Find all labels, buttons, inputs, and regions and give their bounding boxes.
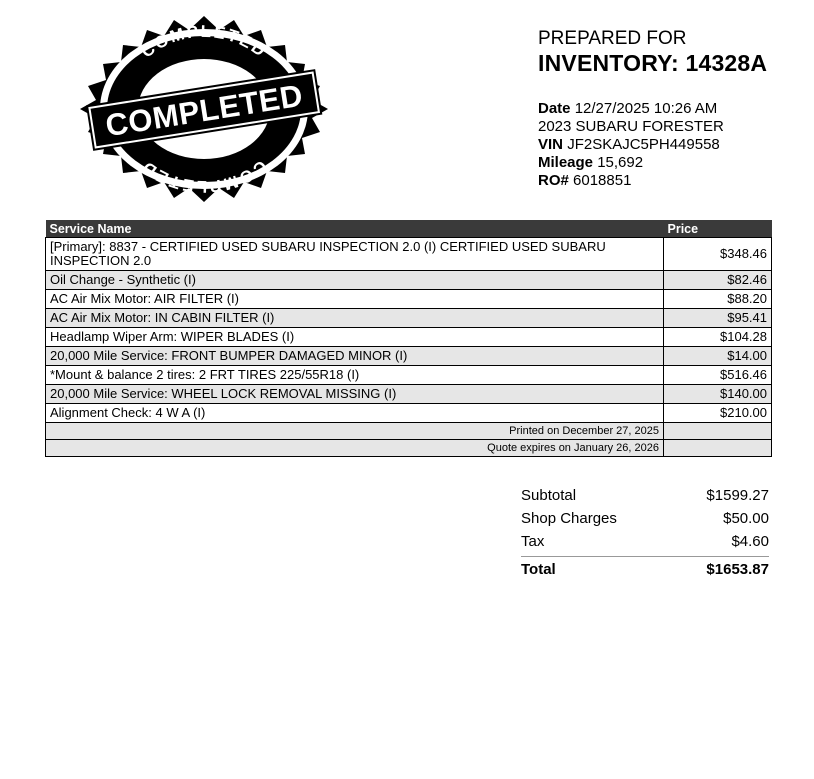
services-header-row — [46, 220, 772, 238]
service-name: Alignment Check: 4 W A (I) — [46, 404, 664, 423]
mileage-line: Mileage 15,692 — [538, 154, 644, 171]
service-price: $14.00 — [664, 347, 772, 366]
table-row — [46, 328, 772, 347]
vin-value: JF2SKAJC5PH449558 — [567, 136, 720, 153]
total-line: Total $1653.87 — [521, 556, 769, 583]
tax-value: $4.60 — [731, 533, 769, 550]
shop-charges-line: Shop Charges $50.00 — [521, 509, 769, 532]
ro-value: 6018851 — [573, 172, 632, 189]
vehicle-model: 2023 SUBARU FORESTER — [538, 118, 724, 135]
inventory-number: INVENTORY: 14328A — [538, 50, 768, 76]
prepared-for-block — [538, 28, 767, 77]
price-header: Price — [664, 220, 772, 238]
quote-expires-row — [46, 440, 772, 457]
prepared-for-label: PREPARED FOR — [538, 28, 687, 49]
service-name: AC Air Mix Motor: IN CABIN FILTER (I) — [46, 309, 664, 328]
table-row — [46, 271, 772, 290]
service-name: Oil Change - Synthetic (I) — [46, 271, 664, 290]
table-row — [46, 366, 772, 385]
total-value: $1653.87 — [706, 561, 769, 578]
service-price: $516.46 — [664, 366, 772, 385]
vehicle-info — [538, 100, 724, 190]
service-name: AC Air Mix Motor: AIR FILTER (I) — [46, 290, 664, 309]
subtotal-line: Subtotal $1599.27 — [521, 486, 769, 509]
tax-line: Tax $4.60 — [521, 532, 769, 555]
table-row — [46, 347, 772, 366]
service-name-header: Service Name — [46, 220, 664, 238]
table-row — [46, 404, 772, 423]
printed-on-row — [46, 423, 772, 440]
service-name: Headlamp Wiper Arm: WIPER BLADES (I) — [46, 328, 664, 347]
ro-line: RO# 6018851 — [538, 172, 632, 189]
date-line: Date 12/27/2025 10:26 AM — [538, 100, 718, 117]
printed-on-text: Printed on December 27, 2025 — [46, 423, 664, 440]
service-price: $104.28 — [664, 328, 772, 347]
service-price: $140.00 — [664, 385, 772, 404]
quote-expires-text: Quote expires on January 26, 2026 — [46, 440, 664, 457]
table-row — [46, 238, 772, 271]
service-price: $95.41 — [664, 309, 772, 328]
service-price: $210.00 — [664, 404, 772, 423]
table-row — [46, 385, 772, 404]
stamp-arc-top-text: COMPLETED — [137, 21, 271, 62]
stamp-arc-bottom-text: COMPLETED — [137, 156, 271, 197]
services-table — [45, 220, 772, 457]
shop-charges-value: $50.00 — [723, 510, 769, 527]
service-name: *Mount & balance 2 tires: 2 FRT TIRES 225/55R18 (I) — [46, 366, 664, 385]
subtotal-value: $1599.27 — [706, 487, 769, 504]
service-price: $348.46 — [664, 238, 772, 271]
date-value: 12/27/2025 10:26 AM — [574, 100, 718, 117]
mileage-value: 15,692 — [597, 154, 644, 171]
service-name: 20,000 Mile Service: WHEEL LOCK REMOVAL MISSING (I) — [46, 385, 664, 404]
service-price: $88.20 — [664, 290, 772, 309]
completed-stamp — [58, 14, 350, 204]
service-name: [Primary]: 8837 - CERTIFIED USED SUBARU INSPECTION 2.0 (I) CERTIFIED USED SUBARU INSPECTION 2.0 — [46, 238, 664, 271]
table-row — [46, 309, 772, 328]
totals-block — [521, 486, 769, 583]
stamp-main-text: COMPLETED — [103, 77, 306, 144]
service-name: 20,000 Mile Service: FRONT BUMPER DAMAGED MINOR (I) — [46, 347, 664, 366]
vin-line: VIN JF2SKAJC5PH449558 — [538, 136, 720, 153]
table-row — [46, 290, 772, 309]
service-price: $82.46 — [664, 271, 772, 290]
